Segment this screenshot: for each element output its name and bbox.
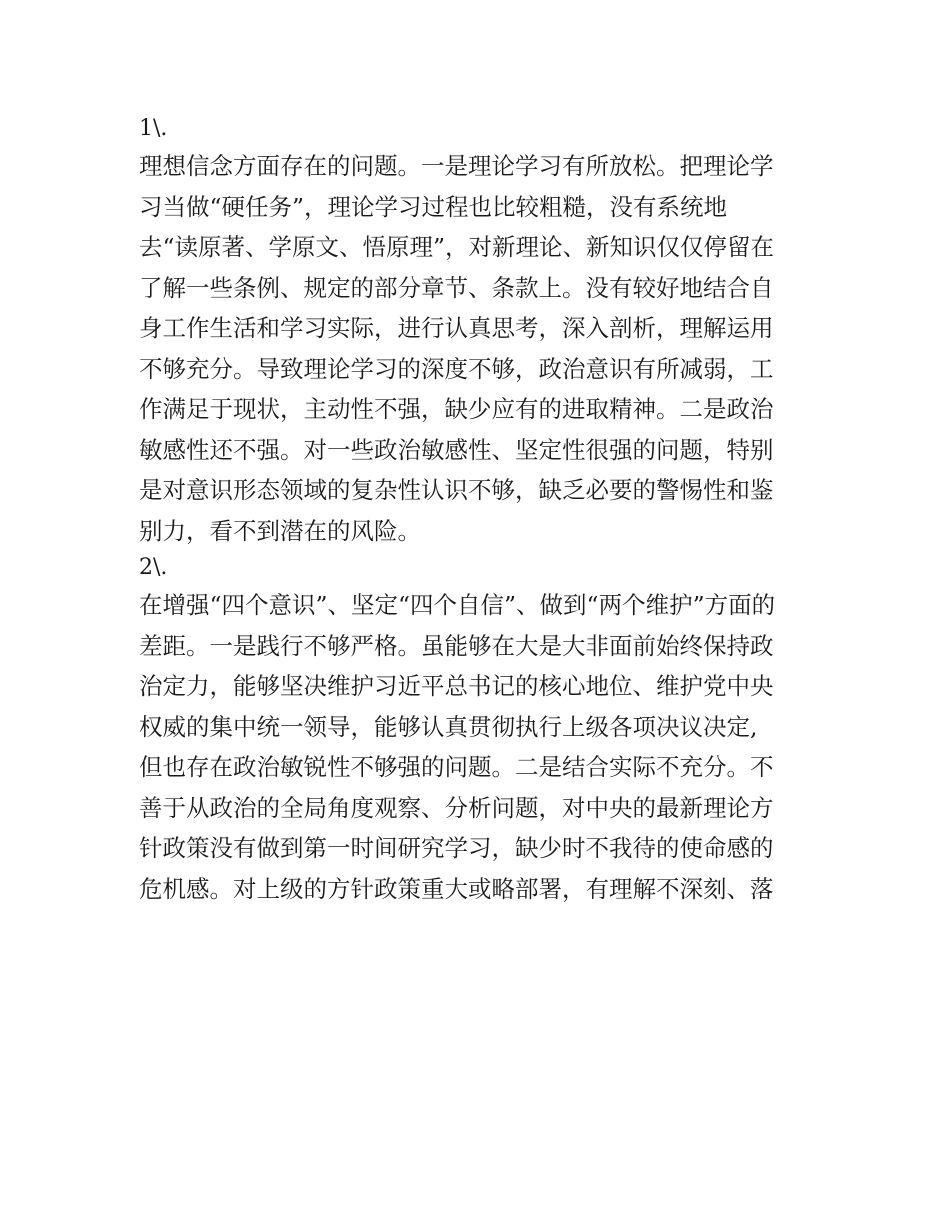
section-2-paragraph xyxy=(139,585,815,909)
paragraph-line: 别力，看不到潜在的风险。 xyxy=(139,516,421,545)
document-body xyxy=(139,112,815,909)
section-1-number: 1\. xyxy=(139,116,168,141)
paragraph-line: 针政策没有做到第一时间研究学习，缺少时不我待的使命感的 xyxy=(139,834,774,862)
paragraph-line: 作满足于现状，主动性不强，缺少应有的进取精神。二是政治 xyxy=(139,395,774,423)
paragraph-line: 不够充分。导致理论学习的深度不够，政治意识有所减弱，工 xyxy=(139,354,774,383)
paragraph-line: 治定力，能够坚决维护习近平总书记的核心地位、维护党中央 xyxy=(139,672,774,700)
paragraph-line: 习当做“硬任务”，理论学习过程也比较粗糙，没有系统地 xyxy=(139,192,728,221)
section-2-number: 2\. xyxy=(139,555,168,580)
paragraph-line: 善于从政治的全局角度观察、分析问题，对中央的最新理论方 xyxy=(139,793,774,822)
paragraph-line: 敏感性还不强。对一些政治敏感性、坚定性很强的问题，特别 xyxy=(139,435,774,464)
section-1-paragraph xyxy=(139,146,815,551)
paragraph-line: 是对意识形态领域的复杂性认识不够，缺乏必要的警惕性和鉴 xyxy=(139,476,774,504)
paragraph-line: 差距。一是践行不够严格。虽能够在大是大非面前始终保持政 xyxy=(139,631,774,660)
paragraph-line: 身工作生活和学习实际，进行认真思考，深入剖析，理解运用 xyxy=(139,314,774,342)
paragraph-line: 危机感。对上级的方针政策重大或略部署，有理解不深刻、落 xyxy=(139,874,774,903)
paragraph-line: 去“读原著、学原文、悟原理”，对新理论、新知识仅仅停留在 xyxy=(139,233,775,261)
paragraph-line: 权威的集中统一领导，能够认真贯彻执行上级各项决议决定, xyxy=(139,712,758,741)
paragraph-line: 在增强“四个意识”、坚定“四个自信”、做到“两个维护”方面的 xyxy=(139,591,776,619)
paragraph-line: 但也存在政治敏锐性不够强的问题。二是结合实际不充分。不 xyxy=(139,753,774,781)
paragraph-line: 了解一些条例、规定的部分章节、条款上。没有较好地结合自 xyxy=(139,273,774,302)
paragraph-line: 理想信念方面存在的问题。一是理论学习有所放松。把理论学 xyxy=(139,152,774,180)
